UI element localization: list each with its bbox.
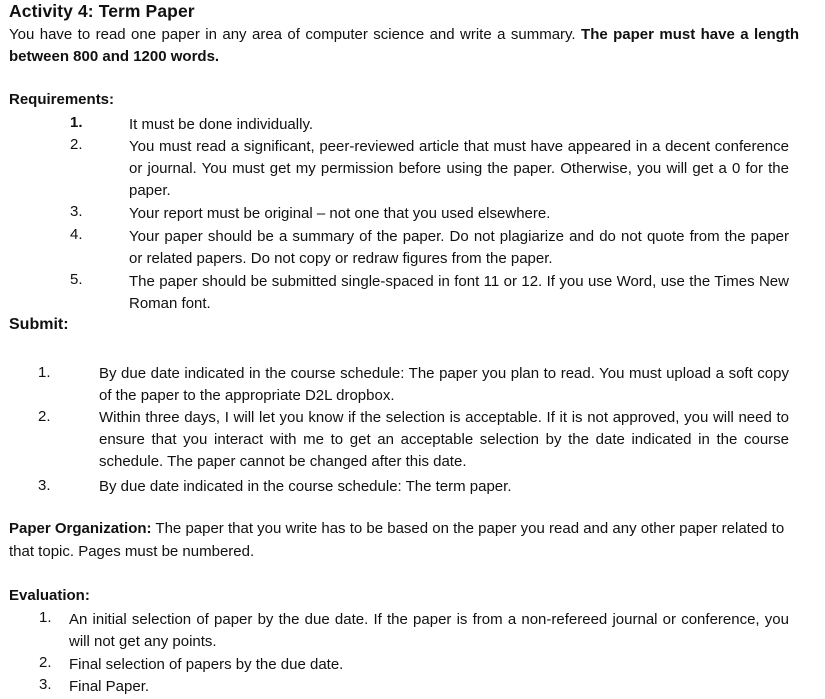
intro-bold-text: The paper must have a length between 800 and 1200 words. [9, 26, 800, 65]
submit-item: By due date indicated in the course schedule: The paper you plan to read. You must upload a soft copy of the paper to the appropriate D2L dropbox. [99, 365, 789, 404]
intro-text: You have to read one paper in any area of computer science and write a summary. [9, 26, 582, 43]
submit-item: By due date indicated in the course schedule: The term paper. [99, 478, 512, 495]
requirement-item: You must read a significant, peer-reviewed article that must have appeared in a decent conference or journal. You must get my permission before using the paper. Otherwise, you will get a 0 for the paper. [129, 138, 789, 199]
evaluation-heading: Evaluation: [9, 587, 90, 604]
submit-number: 3. [38, 477, 51, 494]
requirement-number: 4. [70, 226, 83, 243]
organization-label: Paper Organization: [9, 520, 152, 537]
requirement-number: 2. [70, 136, 83, 153]
organization-paragraph [9, 517, 799, 563]
requirement-item: It must be done individually. [129, 116, 313, 133]
submit-heading: Submit: [9, 316, 69, 333]
evaluation-number: 1. [39, 609, 52, 626]
evaluation-item: Final selection of papers by the due date. [69, 656, 344, 673]
requirements-heading: Requirements: [9, 91, 115, 108]
requirement-number: 5. [70, 271, 83, 288]
page-title: Activity 4: Term Paper [9, 1, 195, 21]
requirement-number: 1. [70, 114, 83, 131]
evaluation-number: 3. [39, 676, 52, 693]
submit-number: 2. [38, 408, 51, 425]
submit-item: Within three days, I will let you know if the selection is acceptable. If it is not approved, you will need to ensure that you interact with me to get an acceptable selection by the date indicated in the course schedule. The paper cannot be changed after this date. [99, 409, 789, 470]
requirement-item: Your report must be original – not one that you used elsewhere. [129, 205, 551, 222]
intro-paragraph [9, 24, 799, 68]
evaluation-item: An initial selection of paper by the due date. If the paper is from a non-refereed journal or conference, you will not get any points. [69, 611, 789, 650]
requirement-item: The paper should be submitted single-spaced in font 11 or 12. If you use Word, use the Times New Roman font. [129, 273, 789, 312]
evaluation-item: Final Paper. [69, 678, 150, 695]
evaluation-number: 2. [39, 654, 52, 671]
requirement-number: 3. [70, 203, 83, 220]
submit-number: 1. [38, 364, 51, 381]
requirement-item: Your paper should be a summary of the paper. Do not plagiarize and do not quote from the paper or related papers. Do not copy or redraw figures from the paper. [129, 228, 789, 267]
organization-text: The paper that you write has to be based on the paper you read and any other paper related to that topic. Pages must be numbered. [9, 520, 785, 560]
